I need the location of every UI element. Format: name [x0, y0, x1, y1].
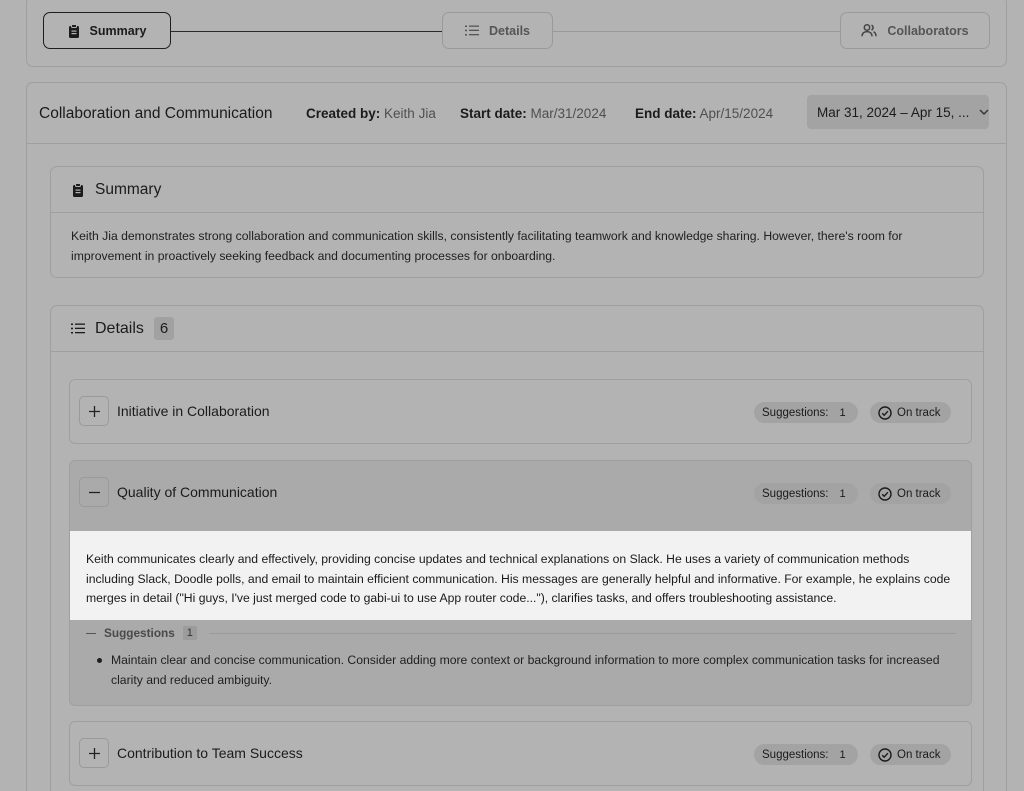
divider	[209, 633, 956, 634]
step-details[interactable]	[442, 12, 553, 49]
end-date-value: Apr/15/2024	[699, 106, 774, 121]
step-label: Details	[489, 23, 530, 38]
suggestions-badge	[754, 483, 858, 504]
list-icon	[465, 25, 479, 36]
step-label: Summary	[89, 23, 147, 38]
detail-item-title: Initiative in Collaboration	[117, 403, 270, 419]
collapse-dash-icon	[86, 633, 96, 634]
list-icon	[71, 323, 85, 334]
created-by-value: Keith Jia	[384, 106, 436, 121]
summary-title: Summary	[95, 180, 162, 198]
clipboard-icon	[68, 24, 80, 38]
suggestions-heading: Suggestions	[104, 626, 175, 640]
stepper-connector-pending	[552, 31, 841, 32]
date-range-picker[interactable]	[807, 95, 989, 129]
stepper-connector-complete	[170, 31, 442, 32]
status-badge	[870, 483, 951, 504]
expand-button[interactable]	[79, 738, 109, 768]
suggestions-list	[97, 651, 947, 690]
detail-item-initiative	[69, 379, 972, 444]
status-text: On track	[897, 487, 941, 500]
created-by	[306, 106, 436, 121]
end-date-label: End date:	[635, 106, 697, 121]
step-label: Collaborators	[887, 23, 969, 38]
suggestions-section-header[interactable]	[86, 624, 956, 642]
start-date	[460, 106, 606, 121]
created-by-label: Created by:	[306, 106, 381, 121]
suggestions-count: 1	[839, 487, 846, 500]
clipboard-icon	[72, 183, 84, 197]
detail-item-title: Quality of Communication	[117, 484, 278, 500]
suggestions-label: Suggestions:	[762, 748, 829, 761]
details-header	[51, 306, 983, 352]
end-date	[635, 106, 773, 121]
suggestions-badge	[754, 744, 858, 765]
status-badge	[870, 402, 951, 423]
detail-item-header[interactable]	[70, 380, 971, 443]
suggestion-item: Maintain clear and concise communication. Consider adding more context or background information to more complex communication tasks for increased clarity and reduced ambiguity.	[97, 651, 947, 690]
detail-item-header[interactable]	[70, 461, 971, 524]
plus-icon	[89, 406, 100, 417]
check-circle-icon	[878, 406, 892, 420]
minus-icon	[89, 487, 100, 498]
expand-button[interactable]	[79, 396, 109, 426]
suggestions-count: 1	[839, 748, 846, 761]
detail-item-title: Contribution to Team Success	[117, 745, 303, 761]
details-title: Details	[95, 319, 144, 337]
suggestions-heading-count: 1	[183, 626, 197, 640]
detail-item-header[interactable]	[70, 722, 971, 785]
date-range-value: Mar 31, 2024 – Apr 15, ...	[817, 104, 970, 120]
status-text: On track	[897, 748, 941, 761]
detail-item-team-success	[69, 721, 972, 786]
suggestions-badge	[754, 402, 858, 423]
goal-title: Collaboration and Communication	[39, 105, 273, 122]
goal-header	[27, 83, 1006, 144]
suggestions-count: 1	[839, 406, 846, 419]
status-text: On track	[897, 406, 941, 419]
suggestions-label: Suggestions:	[762, 487, 829, 500]
detail-item-body: Keith communicates clearly and effectively, providing concise updates and technical explanations on Slack. He uses a variety of communication methods including Slack, Doodle polls, and email to maintain efficient communication. His messages are generally helpful and informative. For example, he explains code merges in detail ("Hi guys, I've just merged code to gabi-ui to use App router code..."), clarifies tasks, and offers troubleshooting assistance.	[70, 531, 971, 620]
check-circle-icon	[878, 487, 892, 501]
plus-icon	[89, 748, 100, 759]
start-date-value: Mar/31/2024	[530, 106, 607, 121]
step-summary[interactable]	[43, 12, 171, 49]
status-badge	[870, 744, 951, 765]
start-date-label: Start date:	[460, 106, 527, 121]
summary-card	[50, 166, 984, 278]
collapse-button[interactable]	[79, 477, 109, 507]
step-collaborators[interactable]	[840, 12, 990, 49]
suggestions-label: Suggestions:	[762, 406, 829, 419]
users-icon	[861, 24, 877, 37]
details-count-badge: 6	[154, 317, 174, 340]
chevron-down-icon	[979, 109, 989, 115]
summary-text: Keith Jia demonstrates strong collaboration and communication skills, consistently facilitating teamwork and knowledge sharing. However, there's room for improvement in proactively seeking feedback and documenting processes for onboarding.	[71, 229, 903, 263]
check-circle-icon	[878, 748, 892, 762]
summary-header	[51, 167, 983, 213]
